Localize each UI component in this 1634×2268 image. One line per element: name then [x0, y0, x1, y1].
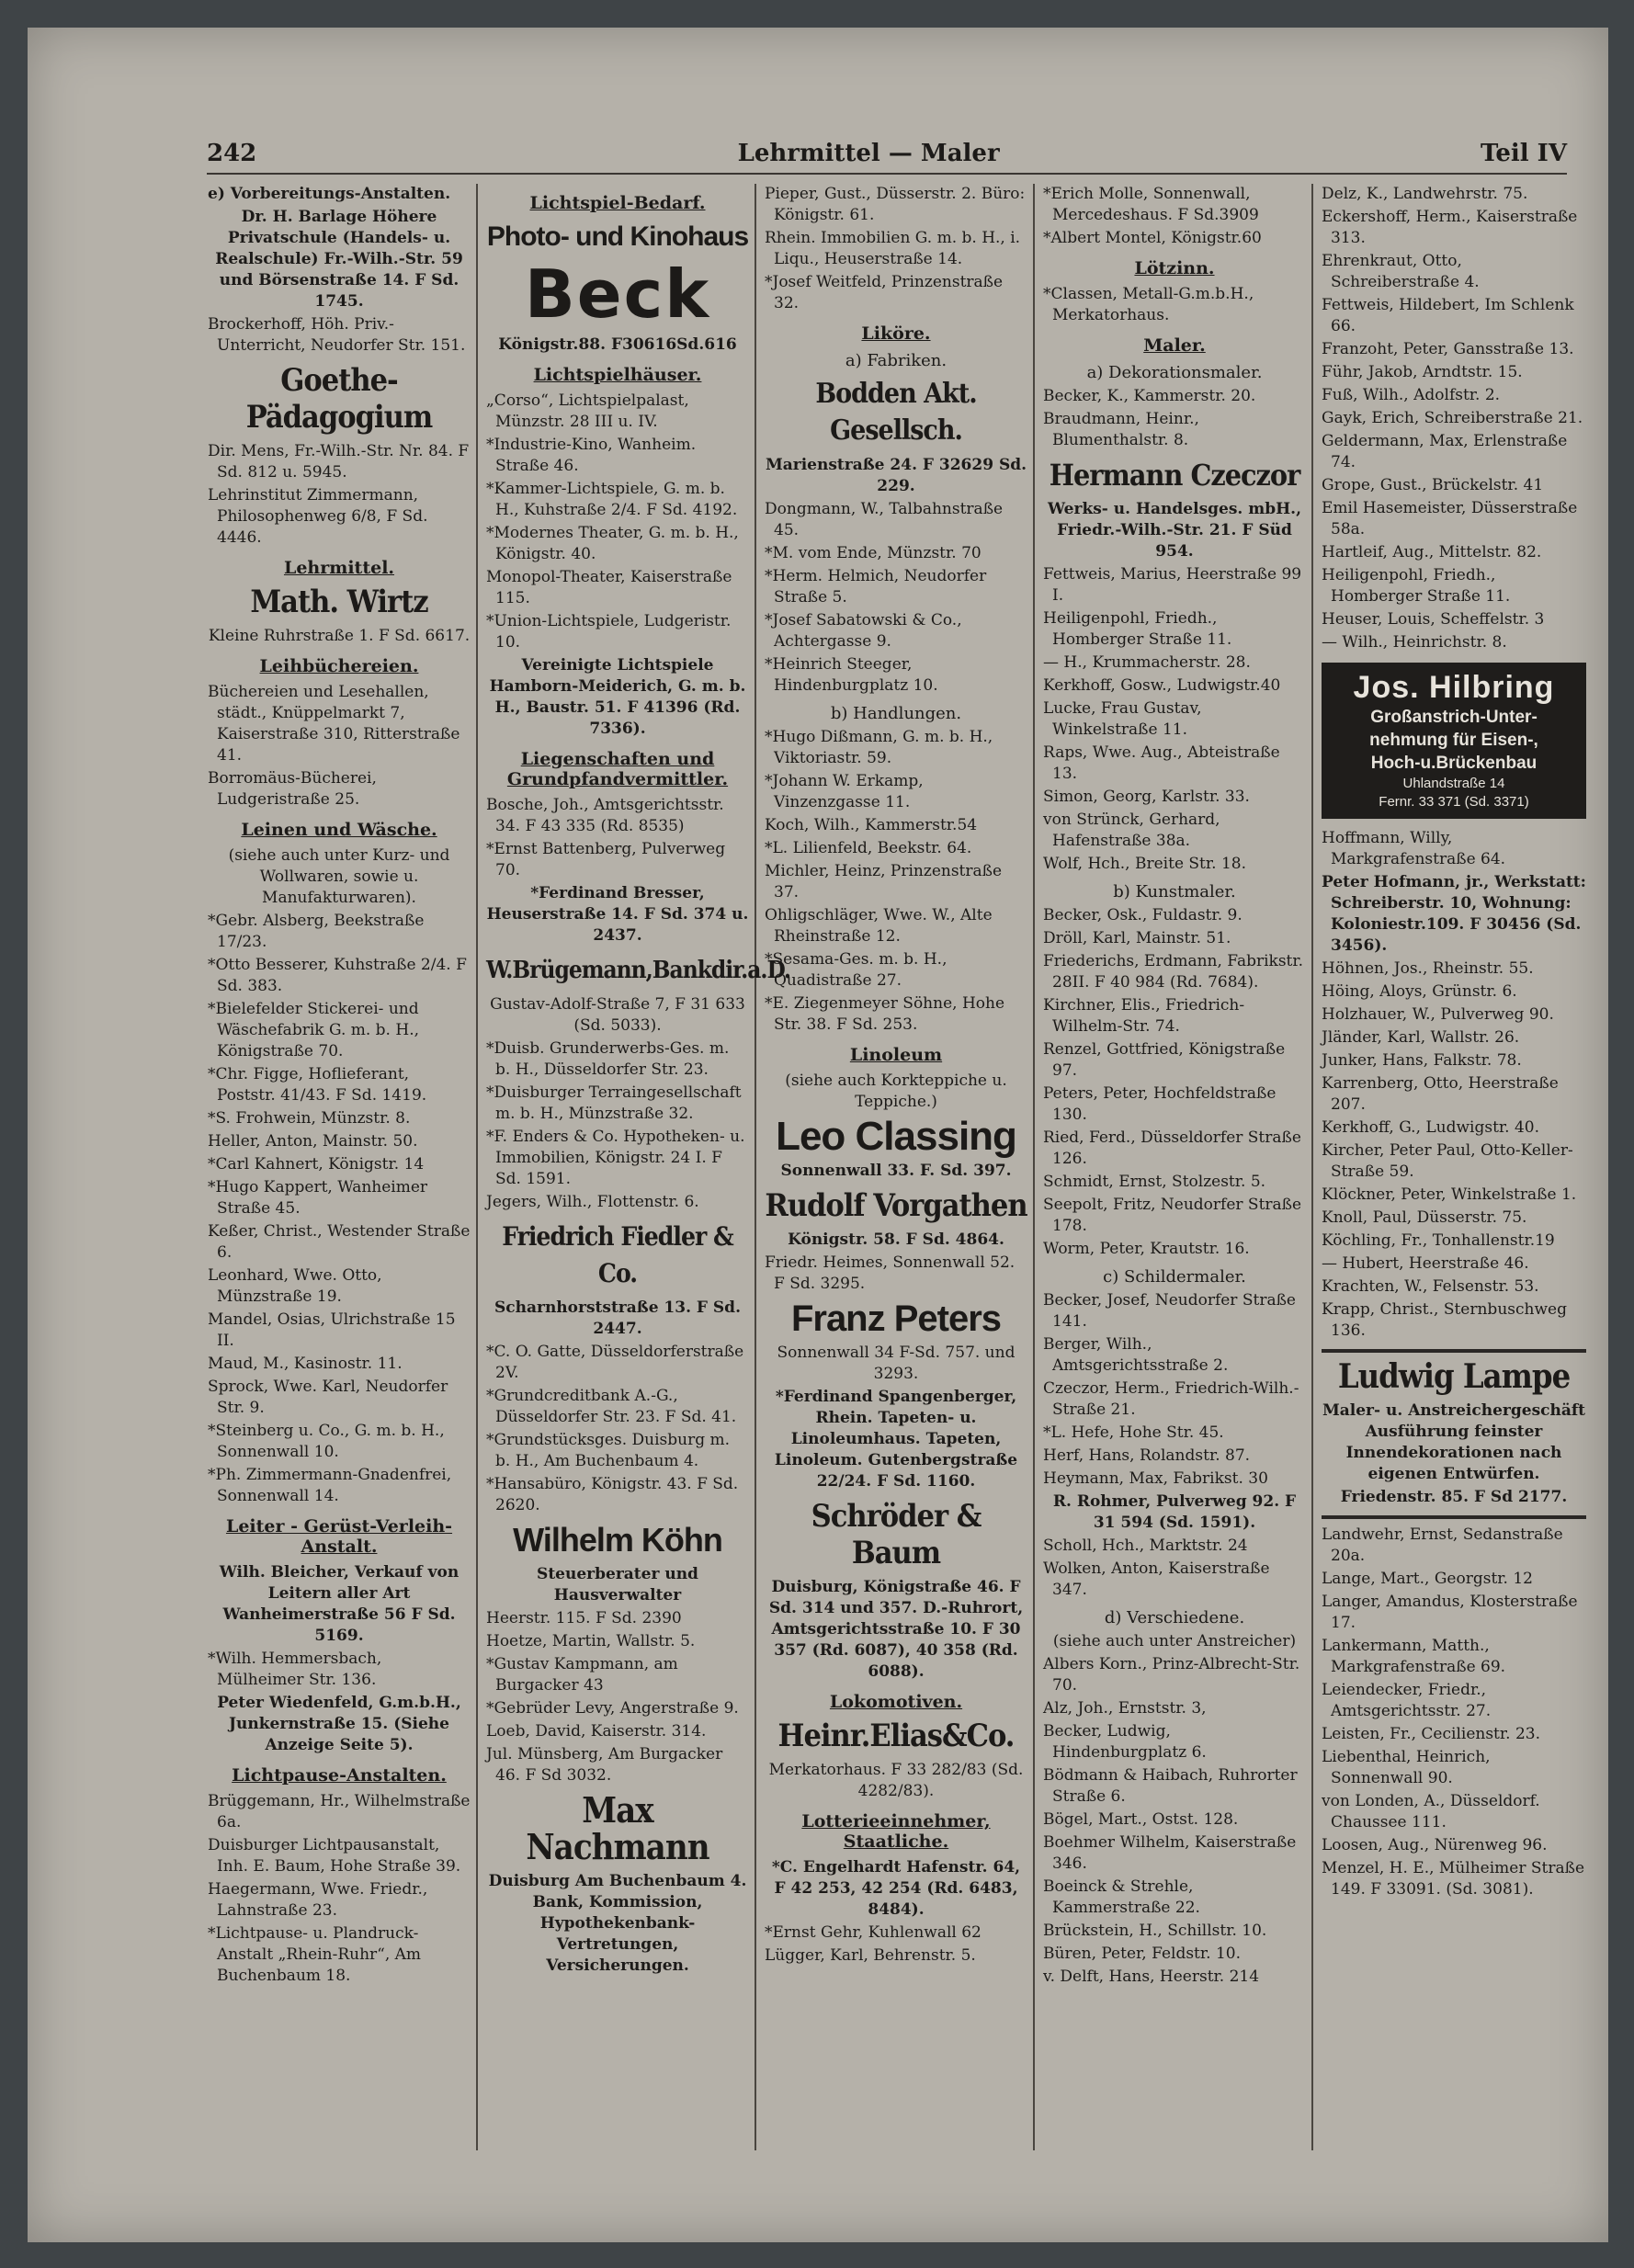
entry: Jländer, Karl, Wallstr. 26.: [1322, 1028, 1520, 1047]
entry: *Carl Kahnert, Königstr. 14: [208, 1155, 425, 1174]
entry: Berger, Wilh., Amtsgerichtsstraße 2.: [1043, 1335, 1229, 1375]
entry: Gayk, Erich, Schreiberstraße 21.: [1322, 409, 1583, 427]
page-number: 242: [207, 140, 257, 167]
entry: Bödmann & Haibach, Ruhrorter Straße 6.: [1043, 1766, 1298, 1806]
entry: Heiligenpohl, Friedh., Homberger Straße 11.: [1043, 609, 1232, 649]
entry: Leisten, Fr., Cecilienstr. 23.: [1322, 1725, 1540, 1743]
entry: Raps, Wwe. Aug., Abteistraße 13.: [1043, 743, 1280, 783]
entry: Ried, Ferd., Düsseldorfer Straße 126.: [1043, 1128, 1301, 1168]
entry: Franzoht, Peter, Gansstraße 13.: [1322, 340, 1574, 358]
entry-bleicher: Wilh. Bleicher, Verkauf von Leitern aller Art Wanheimerstraße 56 F Sd. 5169.: [219, 1563, 460, 1645]
entry: Schmidt, Ernst, Stolzestr. 5.: [1043, 1173, 1266, 1191]
section-lotterie: Lotterieeinnehmer, Staatliche.: [801, 1811, 991, 1852]
entry: Landwehr, Ernst, Sedanstraße 20a.: [1322, 1525, 1563, 1565]
entry: Ehrenkraut, Otto, Schreiberstraße 4.: [1322, 252, 1480, 291]
section-leihbuechereien: Leihbüchereien.: [259, 656, 419, 676]
entry: *C. O. Gatte, Düsseldorferstraße 2V.: [486, 1343, 744, 1382]
entry: Jul. Münsberg, Am Burgacker 46. F Sd 3032.: [486, 1745, 723, 1785]
entry: Czeczor, Herm., Friedrich-Wilh.-Straße 21.: [1043, 1379, 1299, 1419]
entry: Becker, Ludwig, Hindenburgplatz 6.: [1043, 1722, 1207, 1762]
entry: Fettweis, Hildebert, Im Schlenk 66.: [1322, 296, 1574, 335]
entry: Fuß, Wilh., Adolfstr. 2.: [1322, 386, 1501, 404]
column-3: [759, 184, 1035, 2150]
entry: Boehmer Wilhelm, Kaiserstraße 346.: [1043, 1833, 1297, 1873]
entry: Boeinck & Strehle, Kammerstraße 22.: [1043, 1877, 1200, 1917]
entry: *Modernes Theater, G. m. b. H., Königstr. 40.: [486, 524, 739, 563]
entry: (siehe auch Korkteppiche u. Teppiche.): [785, 1072, 1007, 1111]
ad-beck-tagline: Photo- und Kinohaus: [486, 221, 749, 252]
entry: Friederichs, Erdmann, Fabrikstr. 28II. F 40 984 (Rd. 7684).: [1043, 952, 1304, 992]
ad-schroeder: Schröder & Baum: [811, 1498, 982, 1571]
entry: — Wilh., Heinrichstr. 8.: [1322, 633, 1507, 652]
ad-lampe-name: Ludwig Lampe: [1337, 1357, 1571, 1396]
entry: Simon, Georg, Karlstr. 33.: [1043, 788, 1250, 806]
entry: Hartleif, Aug., Mittelstr. 82.: [1322, 543, 1542, 561]
entry: Leiendecker, Friedr., Amtsgerichtsstr. 27.: [1322, 1681, 1492, 1720]
entry: Alz, Joh., Ernststr. 3,: [1043, 1699, 1207, 1718]
entry: Krapp, Christ., Sternbuschweg 136.: [1322, 1300, 1567, 1340]
entry: Karrenberg, Otto, Heerstraße 207.: [1322, 1074, 1559, 1114]
entry: *Steinberg u. Co., G. m. b. H., Sonnenwall 10.: [208, 1422, 445, 1461]
entry: *Hansabüro, Königstr. 43. F Sd. 2620.: [486, 1475, 739, 1514]
column-2: [481, 184, 791, 2150]
entry: *Ph. Zimmermann-Gnadenfrei, Sonnenwall 14.: [208, 1466, 452, 1505]
ad-nachmann: Max Nachmann: [526, 1789, 709, 1867]
entry: *Duisburger Terraingesellschaft m. b. H., Münzstraße 32.: [486, 1083, 742, 1123]
entry: von Londen, A., Düsseldorf. Chaussee 111.: [1322, 1792, 1540, 1831]
entry: Kircher, Peter Paul, Otto-Keller-Straße 59.: [1322, 1141, 1573, 1181]
entry: Leonhard, Wwe. Otto, Münzstraße 19.: [208, 1266, 382, 1306]
entry: *Wilh. Hemmersbach, Mülheimer Str. 136.: [208, 1650, 382, 1689]
entry: *Classen, Metall-G.m.b.H., Merkatorhaus.: [1043, 285, 1254, 324]
entry: *Kammer-Lichtspiele, G. m. b. H., Kuhstraße 2/4. F Sd. 4192.: [486, 480, 738, 519]
ad-classing: Leo Classing: [776, 1114, 1016, 1159]
entry: *Ernst Gehr, Kuhlenwall 62: [765, 1923, 982, 1942]
entry: Braudmann, Heinr., Blumenthalstr. 8.: [1043, 410, 1199, 449]
entry: *Gebrüder Levy, Angerstraße 9.: [486, 1699, 739, 1718]
section-leinen: Leinen und Wäsche.: [241, 820, 437, 840]
heading-vorbereitungs: e) Vorbereitungs-Anstalten.: [208, 185, 451, 203]
entry: von Strünck, Gerhard, Hafenstraße 38a.: [1043, 811, 1220, 850]
ad-hilbring-line3: Hoch-u.Brückenbau: [1370, 754, 1538, 773]
entry: Rhein. Immobilien G. m. b. H., i. Liqu., Heuserstraße 14.: [765, 229, 1021, 268]
ad-hilbring-address: Uhlandstraße 14: [1402, 776, 1505, 791]
entry: Lehrinstitut Zimmermann, Philosophenweg 6/8, F Sd. 4446.: [208, 486, 428, 547]
entry: Höhnen, Jos., Rheinstr. 55.: [1322, 959, 1534, 978]
entry: Bögel, Mart., Ostst. 128.: [1043, 1810, 1239, 1829]
entry: Sonnenwall 34 F-Sd. 757. und 3293.: [777, 1344, 1016, 1383]
entry: Büchereien und Lesehallen, städt., Knüppelmarkt 7, Kaiserstraße 310, Ritterstraße 41.: [208, 683, 460, 765]
entry: *Albert Montel, Königstr.60: [1043, 229, 1262, 247]
entry: Jegers, Wilh., Flottenstr. 6.: [486, 1193, 699, 1211]
entry: Duisburg Am Buchenbaum 4. Bank, Kommission, Hypothekenbank-Vertretungen, Versicherungen.: [488, 1872, 747, 1975]
entry: Königstr.88. F30616Sd.616: [498, 335, 737, 354]
entry: *Hugo Dißmann, G. m. b. H., Viktoriastr. 59.: [765, 728, 993, 767]
entry: Brockerhoff, Höh. Priv.-Unterricht, Neudorfer Str. 151.: [208, 315, 466, 355]
entry: *Otto Besserer, Kuhstraße 2/4. F Sd. 383.: [208, 956, 467, 995]
ad-hilbring-phone: Fernr. 33 371 (Sd. 3371): [1379, 794, 1529, 810]
entry: Peters, Peter, Hochfeldstraße 130.: [1043, 1084, 1277, 1124]
entry: Merkatorhaus. F 33 282/83 (Sd. 4282/83).: [768, 1761, 1024, 1800]
entry: Becker, Josef, Neudorfer Straße 141.: [1043, 1291, 1296, 1331]
entry: *L. Lilienfeld, Beekstr. 64.: [765, 839, 972, 857]
entry: *Ferdinand Bresser, Heuserstraße 14. F Sd. 374 u. 2437.: [486, 884, 749, 945]
entry-barlage: Dr. H. Barlage Höhere Privatschule (Handels- u. Realschule) Fr.-Wilh.-Str. 59 und Börsenstraße 14. F Sd. 1745.: [215, 208, 463, 311]
entry: Duisburg, Königstraße 46. F Sd. 314 und 357. D.-Ruhrort, Amtsgerichtsstraße 10. F 30 357 (Rd. 6087), 40 358 (Rd. 6088).: [768, 1578, 1024, 1681]
section-liegenschaften: Liegenschaften und Grundpfandvermittler.: [506, 749, 729, 789]
entry-wiedenfeld: Peter Wiedenfeld, G.m.b.H., Junkernstraße 15. (Siehe Anzeige Seite 5).: [217, 1694, 461, 1754]
ad-beck-name: Beck: [524, 255, 711, 333]
entry: Maud, M., Kasinostr. 11.: [208, 1355, 403, 1373]
subsection: b) Handlungen.: [830, 704, 962, 723]
entry: Scholl, Hch., Marktstr. 24: [1043, 1537, 1248, 1555]
entry: Heller, Anton, Mainstr. 50.: [208, 1132, 418, 1151]
page-title: Lehrmittel — Maler: [737, 140, 1000, 167]
entry: *Heinrich Steeger, Hindenburgplatz 10.: [765, 655, 938, 695]
entry: Sprock, Wwe. Karl, Neudorfer Str. 9.: [208, 1378, 448, 1417]
ad-hilbring-line1: Großanstrich-Unter-: [1370, 708, 1538, 727]
entry: Heiligenpohl, Friedh., Homberger Straße 11.: [1322, 566, 1511, 606]
ad-goethe: Goethe-Pädagogium: [245, 362, 433, 436]
section-lichtpause: Lichtpause-Anstalten.: [232, 1765, 447, 1786]
entry: *Chr. Figge, Hoflieferant, Poststr. 41/43. F Sd. 1419.: [208, 1065, 427, 1105]
entry: Renzel, Gottfried, Königstraße 97.: [1043, 1040, 1286, 1080]
entry: *Union-Lichtspiele, Ludgeristr. 10.: [486, 612, 732, 652]
column-5: [1316, 184, 1592, 2150]
entry: (siehe auch unter Anstreicher): [1052, 1632, 1297, 1650]
entry: Keßer, Christ., Westender Straße 6.: [208, 1222, 471, 1262]
entry: Knoll, Paul, Düsserstr. 75.: [1322, 1208, 1527, 1227]
entry: Dir. Mens, Fr.-Wilh.-Str. Nr. 84. F Sd. 812 u. 5945.: [208, 442, 470, 482]
ad-koehn: Wilhelm Köhn: [513, 1521, 722, 1559]
entry: Fettweis, Marius, Heerstraße 99 I.: [1043, 565, 1302, 605]
entry: Junker, Hans, Falkstr. 78.: [1322, 1051, 1522, 1070]
section-maler: Maler.: [1143, 335, 1206, 356]
ad-hilbring: [1322, 663, 1586, 819]
entry: Scharnhorststraße 13. F Sd. 2447.: [494, 1298, 741, 1338]
entry: Becker, Osk., Fuldastr. 9.: [1043, 906, 1243, 924]
entry: Heuser, Louis, Scheffelstr. 3: [1322, 610, 1545, 629]
entry: *Bielefelder Stickerei- und Wäschefabrik G. m. b. H., Königstraße 70.: [208, 1000, 419, 1060]
entry: Dröll, Karl, Mainstr. 51.: [1043, 929, 1231, 947]
entry: *Johann W. Erkamp, Vinzenzgasse 11.: [765, 772, 924, 811]
entry: „Corso“, Lichtspielpalast, Münzstr. 28 III u. IV.: [486, 391, 689, 431]
entry: Bosche, Joh., Amtsgerichtsstr. 34. F 43 335 (Rd. 8535): [486, 796, 724, 835]
entry: *Grundcreditbank A.-G., Düsseldorfer Str. 23. F Sd. 41.: [486, 1387, 737, 1426]
entry: Friedr. Heimes, Sonnenwall 52. F Sd. 3295.: [765, 1253, 1016, 1293]
entry: Grope, Gust., Brückelstr. 41: [1322, 476, 1544, 494]
entry: Brückstein, H., Schillstr. 10.: [1043, 1922, 1267, 1940]
section-loetzinn: Lötzinn.: [1134, 258, 1215, 278]
entry: v. Delft, Hans, Heerstr. 214: [1043, 1967, 1260, 1986]
entry: Duisburger Lichtpausanstalt, Inh. E. Baum, Hohe Straße 39.: [208, 1836, 461, 1876]
entry: Lucke, Frau Gustav, Winkelstraße 11.: [1043, 699, 1202, 739]
entry: *Josef Weitfeld, Prinzenstraße 32.: [765, 273, 1004, 312]
entry: Peter Hofmann, jr., Werkstatt: Schreiberstr. 10, Wohnung: Koloniestr.109. F 30456 (Sd. 3456).: [1322, 873, 1586, 955]
entry: Brüggemann, Hr., Wilhelmstraße 6a.: [208, 1792, 471, 1831]
ad-peters: Franz Peters: [790, 1298, 1002, 1339]
section-likoere: Liköre.: [861, 323, 931, 344]
entry: Höing, Aloys, Grünstr. 6.: [1322, 982, 1517, 1001]
divider: [1322, 1349, 1586, 1353]
entry: Sonnenwall 33. F. Sd. 397.: [780, 1162, 1012, 1180]
entry: Heymann, Max, Fabrikst. 30: [1043, 1469, 1268, 1488]
entry: Krachten, W., Felsenstr. 53.: [1322, 1277, 1539, 1296]
entry: Worm, Peter, Krautstr. 16.: [1043, 1240, 1250, 1258]
entry: Gustav-Adolf-Straße 7, F 31 633 (Sd. 5033).: [490, 995, 745, 1035]
entry: *Hugo Kappert, Wanheimer Straße 45.: [208, 1178, 428, 1218]
ad-fiedler: Friedrich Fiedler & Co.: [502, 1221, 733, 1288]
entry: *Ernst Battenberg, Pulverweg 70.: [486, 840, 726, 879]
entry: Langer, Amandus, Klosterstraße 17.: [1322, 1593, 1578, 1632]
ad-lampe-address: Friedenstr. 85. F Sd 2177.: [1340, 1488, 1568, 1506]
entry: (siehe auch unter Kurz- und Wollwaren, sowie u. Manufakturwaren).: [228, 846, 450, 907]
entry: Michler, Heinz, Prinzenstraße 37.: [765, 862, 1003, 902]
entry: Geldermann, Max, Erlenstraße 74.: [1322, 432, 1568, 471]
entry: *C. Engelhardt Hafenstr. 64, F 42 253, 42 254 (Rd. 6483, 8484).: [771, 1858, 1021, 1919]
entry: *Sesama-Ges. m. b. H., Quadistraße 27.: [765, 950, 947, 990]
entry: *Duisb. Grunderwerbs-Ges. m. b. H., Düsseldorfer Str. 23.: [486, 1039, 730, 1079]
entry: Hoffmann, Willy, Markgrafenstraße 64.: [1322, 829, 1506, 868]
subsection: c) Schildermaler.: [1103, 1267, 1246, 1287]
subsection: a) Fabriken.: [845, 351, 947, 370]
entry: Werks- u. Handelsges. mbH., Friedr.-Wilh.-Str. 21. F Süd 954.: [1047, 500, 1302, 561]
entry: Herf, Hans, Rolandstr. 87.: [1043, 1446, 1251, 1465]
entry: Emil Hasemeister, Düsserstraße 58a.: [1322, 499, 1578, 539]
entry: Haegermann, Wwe. Friedr., Lahnstraße 23.: [208, 1880, 428, 1920]
section-lichtspiel-bedarf: Lichtspiel-Bedarf.: [529, 193, 706, 213]
entry: Pieper, Gust., Düsserstr. 2. Büro: Königstr. 61.: [765, 185, 1026, 224]
entry: Mandel, Osias, Ulrichstraße 15 II.: [208, 1310, 456, 1350]
entry: Dongmann, W., Talbahnstraße 45.: [765, 500, 1004, 539]
ad-bodden: Bodden Akt. Gesellsch.: [815, 378, 977, 447]
divider: [1322, 1515, 1586, 1519]
column-4: [1038, 184, 1313, 2150]
entry: Menzel, H. E., Mülheimer Straße 149. F 33091. (Sd. 3081).: [1322, 1859, 1585, 1899]
entry: Loosen, Aug., Nürenweg 96.: [1322, 1836, 1548, 1854]
entry: Lankermann, Matth., Markgrafenstraße 69.: [1322, 1637, 1506, 1676]
entry: — H., Krummacherstr. 28.: [1043, 653, 1251, 672]
entry: Kleine Ruhrstraße 1. F Sd. 6617.: [208, 627, 471, 645]
subsection: b) Kunstmaler.: [1113, 882, 1236, 902]
entry: Loeb, David, Kaiserstr. 314.: [486, 1722, 707, 1741]
entry: R. Rohmer, Pulverweg 92. F 31 594 (Sd. 1591).: [1052, 1492, 1297, 1532]
entry: *S. Frohwein, Münzstr. 8.: [208, 1109, 411, 1128]
entry: Heerstr. 115. F Sd. 2390: [486, 1609, 682, 1627]
entry: Wolf, Hch., Breite Str. 18.: [1043, 855, 1246, 873]
ad-bruegemann: W.Brügemann,Bankdir.a.D.: [486, 957, 791, 984]
entry: Delz, K., Landwehrstr. 75.: [1322, 185, 1528, 203]
entry: Lange, Mart., Georgstr. 12: [1322, 1570, 1533, 1588]
entry: *Josef Sabatowski & Co., Achtergasse 9.: [765, 611, 962, 651]
entry: Borromäus-Bücherei, Ludgeristraße 25.: [208, 769, 377, 809]
entry: Kerkhoff, G., Ludwigstr. 40.: [1322, 1118, 1540, 1137]
entry: *Gustav Kampmann, am Burgacker 43: [486, 1655, 678, 1695]
ad-czeczor: Hermann Czeczor: [1049, 458, 1300, 493]
section-linoleum: Linoleum: [849, 1045, 943, 1065]
entry: — Hubert, Heerstraße 46.: [1322, 1254, 1529, 1273]
entry: Ohligschläger, Wwe. W., Alte Rheinstraße 12.: [765, 906, 993, 946]
section-leiter: Leiter - Gerüst-Verleih-Anstalt.: [225, 1516, 453, 1557]
entry: Steuerberater und Hausverwalter: [537, 1565, 698, 1605]
ad-vorgathen: Rudolf Vorgathen: [765, 1187, 1027, 1224]
entry: Liebenthal, Heinrich, Sonnenwall 90.: [1322, 1748, 1491, 1787]
entry: Holzhauer, W., Pulverweg 90.: [1322, 1005, 1554, 1024]
entry: Marienstraße 24. F 32629 Sd. 229.: [765, 456, 1027, 495]
page-header: [207, 112, 1567, 175]
entry: Vereinigte Lichtspiele Hamborn-Meiderich, G. m. b. H., Baustr. 51. F 41396 (Rd. 7336).: [489, 656, 746, 738]
columns: [202, 184, 1594, 2150]
entry: Klöckner, Peter, Winkelstraße 1.: [1322, 1185, 1577, 1204]
ad-lampe-text: Maler- u. Anstreichergeschäft Ausführung feinster Innendekorationen nach eigenen Entwürfen.: [1322, 1401, 1586, 1483]
ad-hilbring-line2: nehmung für Eisen-,: [1369, 731, 1538, 750]
entry: *Lichtpause- u. Plandruck-Anstalt „Rhein-Ruhr“, Am Buchenbaum 18.: [208, 1924, 422, 1985]
directory-page: [28, 28, 1608, 2242]
entry: *Industrie-Kino, Wanheim. Straße 46.: [486, 436, 697, 475]
section-lehrmittel: Lehrmittel.: [283, 558, 395, 578]
ad-elias: Heinr.Elias&Co.: [777, 1718, 1015, 1754]
entry: *E. Ziegenmeyer Söhne, Hohe Str. 38. F Sd. 253.: [765, 994, 1005, 1034]
entry: Eckershoff, Herm., Kaiserstraße 313.: [1322, 208, 1578, 247]
entry: Büren, Peter, Feldstr. 10.: [1043, 1945, 1241, 1963]
entry: *M. vom Ende, Münzstr. 70: [765, 544, 982, 562]
entry: Wolken, Anton, Kaiserstraße 347.: [1043, 1559, 1270, 1599]
entry: Hoetze, Martin, Wallstr. 5.: [486, 1632, 696, 1650]
entry: Führ, Jakob, Arndtstr. 15.: [1322, 363, 1523, 381]
column-1: [202, 184, 478, 2150]
entry: Kirchner, Elis., Friedrich-Wilhelm-Str. 74.: [1043, 996, 1245, 1036]
subsection: a) Dekorationsmaler.: [1086, 363, 1263, 382]
entry: Seepolt, Fritz, Neudorfer Straße 178.: [1043, 1196, 1302, 1235]
entry: Monopol-Theater, Kaiserstraße 115.: [486, 568, 732, 607]
ad-wirtz: Math. Wirtz: [250, 584, 428, 620]
entry: *Herm. Helmich, Neudorfer Straße 5.: [765, 567, 987, 607]
entry: Albers Korn., Prinz-Albrecht-Str. 70.: [1043, 1655, 1300, 1695]
entry: *Gebr. Alsberg, Beekstraße 17/23.: [208, 912, 425, 951]
entry: Königstr. 58. F Sd. 4864.: [788, 1230, 1004, 1249]
section-lokomotiven: Lokomotiven.: [829, 1692, 963, 1712]
ad-hilbring-name: Jos. Hilbring: [1353, 670, 1555, 705]
entry: *Ferdinand Spangenberger, Rhein. Tapeten- u. Linoleumhaus. Tapeten, Linoleum. Gutenbergstraße 22/24. F Sd. 1160.: [774, 1388, 1018, 1491]
entry: *Erich Molle, Sonnenwall, Mercedeshaus. F Sd.3909: [1043, 185, 1259, 224]
page-section: Teil IV: [1480, 140, 1567, 167]
entry: Kerkhoff, Gosw., Ludwigstr.40: [1043, 676, 1281, 695]
entry: Köchling, Fr., Tonhallenstr.19: [1322, 1231, 1555, 1250]
entry: Lügger, Karl, Behrenstr. 5.: [765, 1946, 976, 1965]
entry: *L. Hefe, Hohe Str. 45.: [1043, 1423, 1224, 1442]
entry: Becker, K., Kammerstr. 20.: [1043, 387, 1256, 405]
entry: Koch, Wilh., Kammerstr.54: [765, 816, 978, 834]
subsection: d) Verschiedene.: [1104, 1608, 1245, 1627]
entry: *F. Enders & Co. Hypotheken- u. Immobilien, Königstr. 24 I. F Sd. 1591.: [486, 1128, 745, 1188]
section-lichtspielhaeuser: Lichtspielhäuser.: [533, 365, 702, 385]
entry: *Grundstücksges. Duisburg m. b. H., Am Buchenbaum 4.: [486, 1431, 731, 1470]
